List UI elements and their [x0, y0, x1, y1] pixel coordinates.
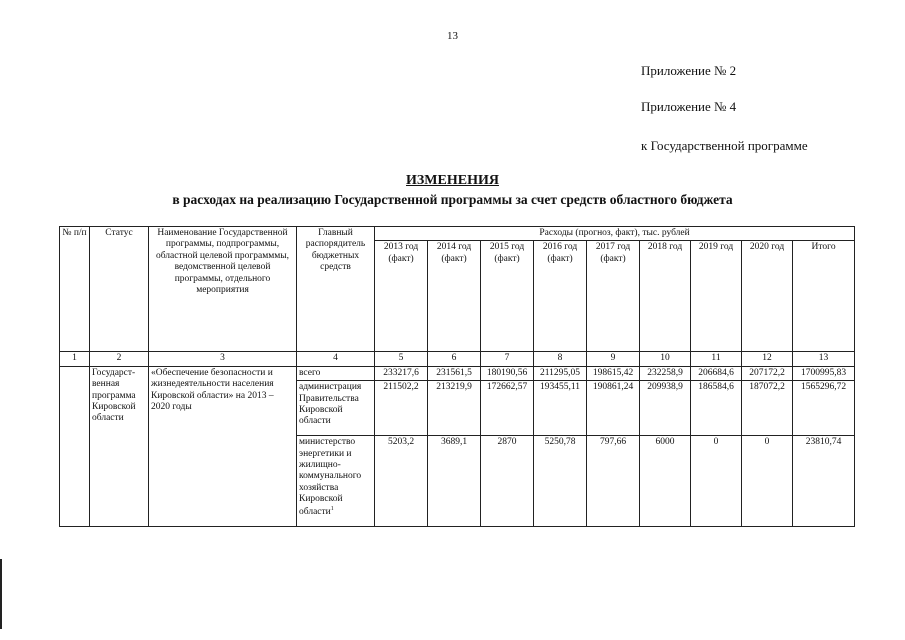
value-cell: 209938,9 [640, 381, 691, 436]
footnote-mark: 1 [330, 505, 334, 512]
value-cell: 211295,05 [534, 366, 587, 380]
value-cell: 1700995,83 [793, 366, 855, 380]
manager-text: министерство энергетики и жилищно-коммунального хозяйства Кировской области [299, 437, 362, 517]
document-subtitle: в расходах на реализацию Государственной программы за счет средств областного бюджета [172, 192, 733, 207]
header-row-1 [60, 227, 855, 241]
value-cell: 5250,78 [534, 436, 587, 527]
appendix-line-2: Приложение № 4 [641, 99, 737, 114]
year-label: 2015 год [489, 242, 525, 253]
value-cell: 213219,9 [428, 381, 481, 436]
year-label: 2013 год [383, 242, 419, 253]
year-label: 2014 год [436, 242, 472, 253]
value-cell: 206684,6 [691, 366, 742, 380]
value-cell: 23810,74 [793, 436, 855, 527]
value-cell: 193455,11 [534, 381, 587, 436]
value-cell: 186584,6 [691, 381, 742, 436]
value-cell: 3689,1 [428, 436, 481, 527]
program-num [60, 366, 90, 526]
col-number: 4 [297, 352, 375, 366]
col-number: 8 [534, 352, 587, 366]
year-note: (факт) [388, 253, 414, 264]
header-year [375, 241, 428, 352]
value-cell: 232258,9 [640, 366, 691, 380]
program-name: «Обеспечение безопасности и жизнедеятельности населения Кировской области» на 2013 – 2020 годы [149, 366, 297, 526]
document-title: ИЗМЕНЕНИЯ [406, 173, 499, 188]
value-cell: 5203,2 [375, 436, 428, 527]
header-year [481, 241, 534, 352]
value-cell: 172662,57 [481, 381, 534, 436]
value-cell: 797,66 [587, 436, 640, 527]
header-manager: Главный распорядитель бюджетных средств [297, 227, 375, 352]
page-number: 13 [447, 30, 458, 42]
col-number: 11 [691, 352, 742, 366]
header-num: № п/п [60, 227, 90, 352]
header-year [534, 241, 587, 352]
value-cell: 2870 [481, 436, 534, 527]
value-cell: 1565296,72 [793, 381, 855, 436]
year-label: 2020 год [749, 242, 785, 253]
year-label: 2016 год [542, 242, 578, 253]
value-cell: 207172,2 [742, 366, 793, 380]
table-row-total [60, 366, 855, 380]
col-number: 6 [428, 352, 481, 366]
year-label: 2018 год [647, 242, 683, 253]
col-number: 2 [90, 352, 149, 366]
header-year [742, 241, 793, 352]
header-name: Наименование Государственной программы, подпрограммы, областной целевой программмы, ведомственной целевой программы, отдельного мероприятия [149, 227, 297, 352]
value-cell: 233217,6 [375, 366, 428, 380]
header-year [587, 241, 640, 352]
year-label: Итого [811, 242, 836, 253]
value-cell: 0 [742, 436, 793, 527]
appendix-line-1: Приложение № 2 [641, 63, 737, 78]
header-year [640, 241, 691, 352]
value-cell: 211502,2 [375, 381, 428, 436]
value-cell: 0 [691, 436, 742, 527]
value-cell: 180190,56 [481, 366, 534, 380]
year-label: 2017 год [595, 242, 631, 253]
col-number: 9 [587, 352, 640, 366]
header-year [793, 241, 855, 352]
value-cell: 187072,2 [742, 381, 793, 436]
header-year [428, 241, 481, 352]
budget-table [59, 226, 855, 527]
col-number: 3 [149, 352, 297, 366]
col-number: 13 [793, 352, 855, 366]
col-number: 12 [742, 352, 793, 366]
year-note: (факт) [547, 253, 573, 264]
column-number-row [60, 352, 855, 366]
header-expenses: Расходы (прогноз, факт), тыс. рублей [375, 227, 855, 241]
year-label: 2019 год [698, 242, 734, 253]
col-number: 7 [481, 352, 534, 366]
col-number: 10 [640, 352, 691, 366]
manager-cell: администрация Правительства Кировской области [297, 381, 375, 436]
manager-cell: всего [297, 366, 375, 380]
appendix-line-3: к Государственной программе [641, 138, 808, 153]
year-note: (факт) [600, 253, 626, 264]
scan-edge-line [0, 559, 2, 629]
header-year [691, 241, 742, 352]
value-cell: 190861,24 [587, 381, 640, 436]
header-status: Статус [90, 227, 149, 352]
program-status: Государст-венная программа Кировской области [90, 366, 149, 526]
year-note: (факт) [494, 253, 520, 264]
col-number: 5 [375, 352, 428, 366]
value-cell: 198615,42 [587, 366, 640, 380]
value-cell: 6000 [640, 436, 691, 527]
value-cell: 231561,5 [428, 366, 481, 380]
col-number: 1 [60, 352, 90, 366]
year-note: (факт) [441, 253, 467, 264]
manager-cell [297, 436, 375, 527]
